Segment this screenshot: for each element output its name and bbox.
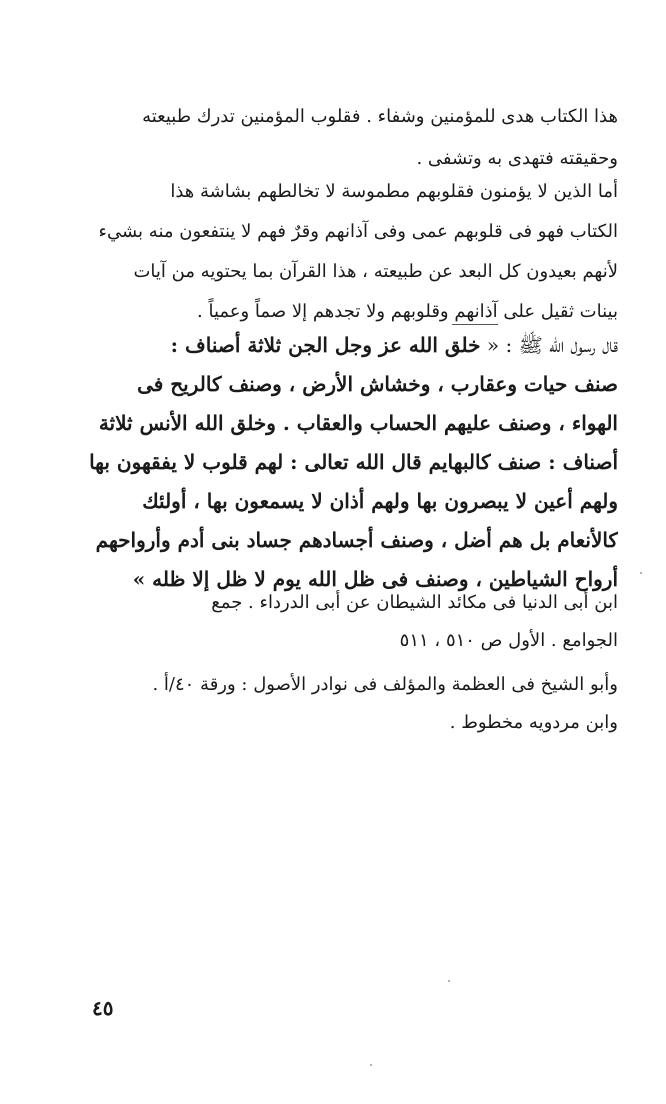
- source-line: وأبو الشيخ فى العظمة والمؤلف فى نوادر الأصول : ورقة ٤٠/أ .: [152, 674, 618, 695]
- hadith-quote: [70, 326, 618, 599]
- hadith-intro-line: [70, 326, 618, 365]
- divider-rule: [452, 324, 498, 325]
- scan-speck: [640, 572, 642, 574]
- paragraph-believers: [70, 96, 618, 180]
- scan-speck: [370, 1064, 372, 1066]
- paragraph-unbelievers: [70, 172, 618, 332]
- hadith-line: أرواح الشياطين ، وصنف فى ظل الله يوم لا ظل إلا ظله »: [132, 567, 618, 591]
- source-reference-1: [70, 584, 618, 660]
- text-line: الكتاب فهو فى قلوبهم عمى وفى آذانهم وقرٌ فهم لا ينتفعون منه بشيء: [98, 221, 618, 242]
- hadith-line: أصناف : صنف كالبهايم قال الله تعالى : لهم قلوب لا يفقهون بها: [89, 450, 618, 474]
- page-number: ٤٥: [92, 996, 114, 1020]
- hadith-line: كالأنعام بل هم أضل ، وصنف أجسادهم جساد بنى أدم وأرواحهم: [95, 528, 618, 552]
- hadith-attribution: قال رسول الله ﷺ : «: [486, 333, 618, 357]
- text-line: لأنهم بعيدون كل البعد عن طبيعته ، هذا القرآن بما يحتويه من آيات: [133, 261, 618, 282]
- scan-speck: [448, 980, 450, 982]
- hadith-line: الهواء ، وصنف عليهم الحساب والعقاب . وخلق الله الأنس ثلاثة: [98, 411, 618, 435]
- source-line: ابن أبى الدنيا فى مكائد الشيطان عن أبى الدرداء . جمع: [211, 592, 618, 613]
- source-reference-2: [70, 666, 618, 742]
- text-line: وحقيقته فتهدى به وتشفى .: [416, 148, 618, 169]
- hadith-line: صنف حيات وعقارب ، وخشاش الأرض ، وصنف كالريح فى: [137, 372, 618, 396]
- text-line: بينات ثقيل على آذانهم وقلوبهم ولا تجدهم إلا صماً وعمياً .: [197, 301, 618, 322]
- hadith-line: ولهم أعين لا يبصرون بها ولهم أذان لا يسمعون بها ، أولئك: [142, 489, 618, 513]
- source-line: وابن مردويه مخطوط .: [449, 712, 618, 733]
- text-line: هذا الكتاب هدى للمؤمنين وشفاء . فقلوب المؤمنين تدرك طبيعته: [142, 106, 618, 127]
- text-line: أما الذين لا يؤمنون فقلوبهم مطموسة لا تخالطهم بشاشة هذا: [170, 181, 618, 202]
- source-line: الجوامع . الأول ص ٥١٠ ، ٥١١: [399, 630, 618, 651]
- hadith-opening: خلق الله عز وجل الجن ثلاثة أصناف :: [170, 333, 481, 357]
